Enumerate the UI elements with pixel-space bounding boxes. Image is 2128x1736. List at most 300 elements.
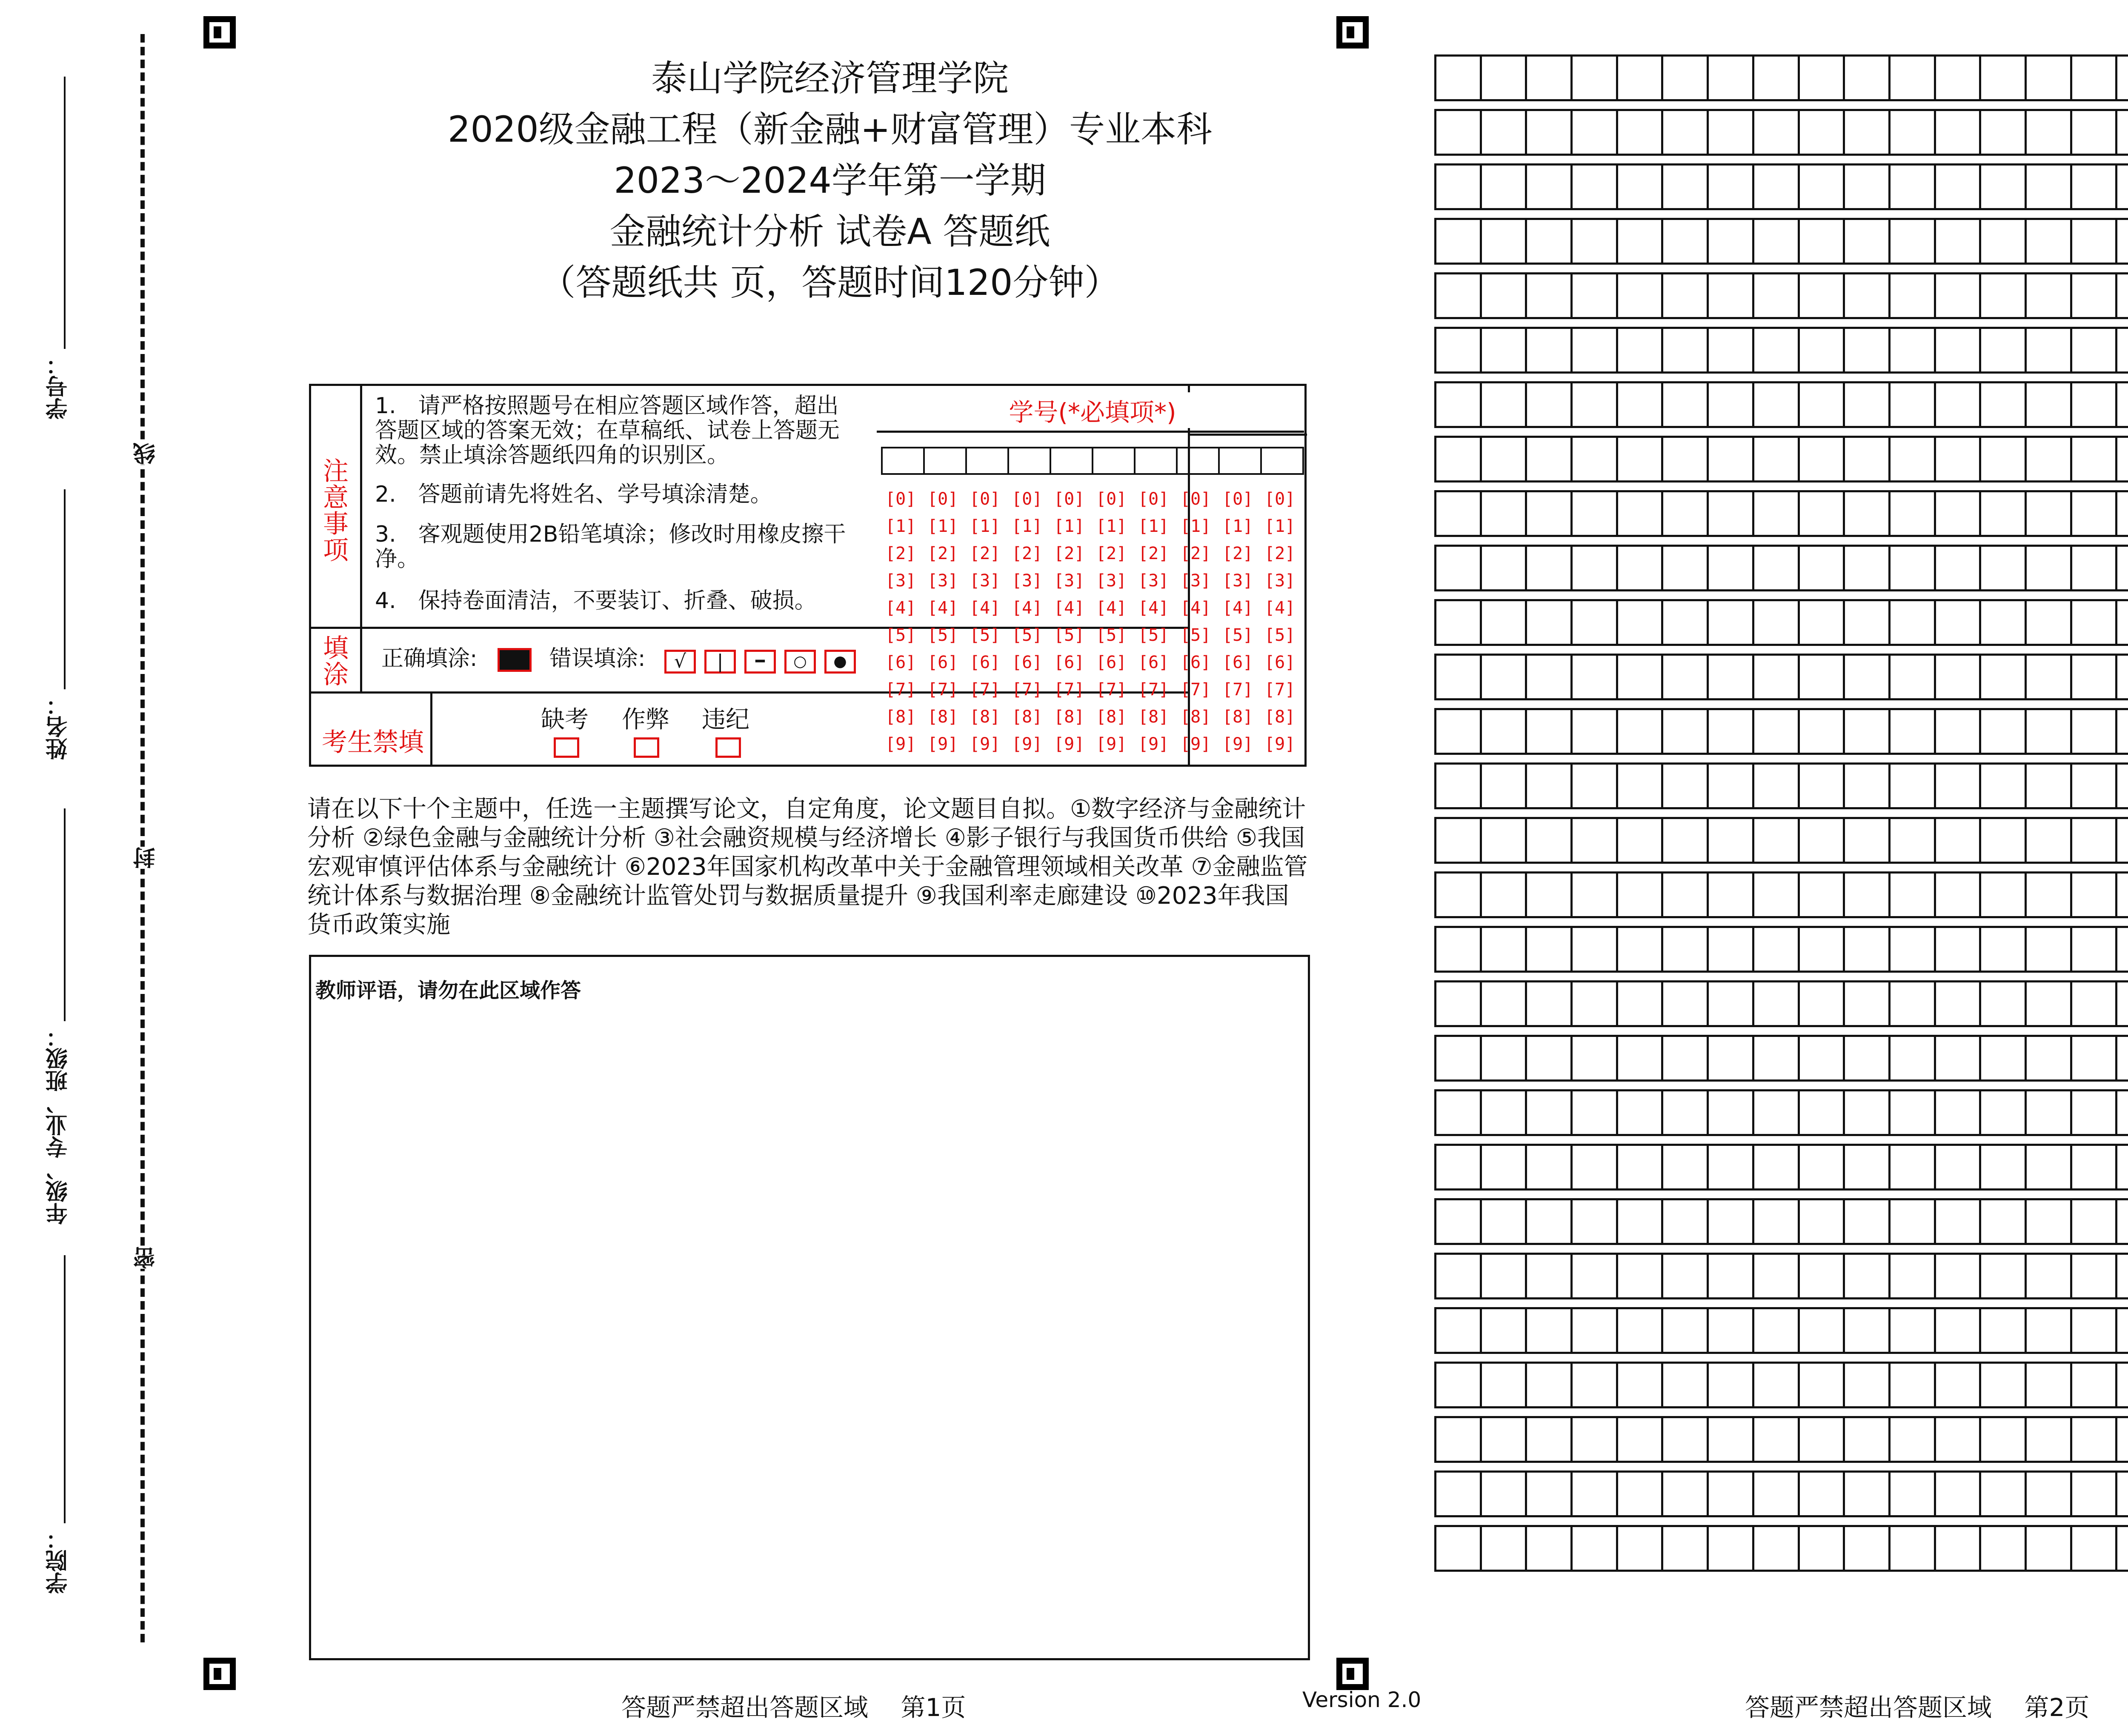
student-id-digit[interactable]: [7] xyxy=(1054,680,1085,700)
grid-cell[interactable] xyxy=(1616,1470,1664,1517)
grid-cell[interactable] xyxy=(1707,817,1754,864)
student-id-digit[interactable]: [2] xyxy=(1264,544,1296,563)
student-id-digit[interactable]: [0] xyxy=(1054,489,1085,509)
student-id-digit[interactable]: [7] xyxy=(1264,680,1296,700)
grid-cell[interactable] xyxy=(2115,599,2128,646)
grid-cell[interactable] xyxy=(1525,490,1573,537)
grid-cell[interactable] xyxy=(1707,1089,1754,1136)
grid-cell[interactable] xyxy=(1798,436,1845,483)
grid-cell[interactable] xyxy=(1798,1144,1845,1191)
student-id-digit[interactable]: [4] xyxy=(970,598,1001,618)
grid-cell[interactable] xyxy=(1525,218,1573,265)
student-id-digit[interactable]: [5] xyxy=(1012,625,1043,645)
grid-cell[interactable] xyxy=(1525,381,1573,428)
grid-cell[interactable] xyxy=(1707,272,1754,319)
grid-cell[interactable] xyxy=(1434,327,1482,374)
grid-cell[interactable] xyxy=(1979,327,2027,374)
grid-cell[interactable] xyxy=(1843,980,1891,1027)
grid-cell[interactable] xyxy=(1752,654,1800,700)
grid-cell[interactable] xyxy=(1616,817,1664,864)
grid-cell[interactable] xyxy=(1707,54,1754,101)
grid-cell[interactable] xyxy=(2025,1307,2072,1354)
grid-cell[interactable] xyxy=(1570,1089,1618,1136)
grid-cell[interactable] xyxy=(1843,1253,1891,1299)
student-id-digit[interactable]: [6] xyxy=(1138,653,1169,672)
grid-cell[interactable] xyxy=(1752,926,1800,973)
grid-cell[interactable] xyxy=(1752,218,1800,265)
grid-cell[interactable] xyxy=(1798,218,1845,265)
grid-cell[interactable] xyxy=(1434,762,1482,809)
grid-cell[interactable] xyxy=(1888,327,1936,374)
grid-cell[interactable] xyxy=(1979,1089,2027,1136)
grid-cell[interactable] xyxy=(2070,163,2118,210)
student-id-digit[interactable]: [3] xyxy=(885,571,916,591)
grid-cell[interactable] xyxy=(1434,926,1482,973)
student-id-digit[interactable]: [7] xyxy=(1012,680,1043,700)
grid-cell[interactable] xyxy=(1888,1525,1936,1572)
grid-cell[interactable] xyxy=(1979,272,2027,319)
grid-cell[interactable] xyxy=(1707,490,1754,537)
grid-cell[interactable] xyxy=(1843,926,1891,973)
grid-cell[interactable] xyxy=(1979,436,2027,483)
student-id-digit[interactable]: [0] xyxy=(885,489,916,509)
grid-cell[interactable] xyxy=(1570,762,1618,809)
grid-cell[interactable] xyxy=(1798,599,1845,646)
grid-cell[interactable] xyxy=(1525,1035,1573,1082)
grid-cell[interactable] xyxy=(1979,871,2027,918)
grid-cell[interactable] xyxy=(1888,436,1936,483)
grid-cell[interactable] xyxy=(1934,980,1982,1027)
grid-cell[interactable] xyxy=(1888,1198,1936,1245)
grid-cell[interactable] xyxy=(1752,1362,1800,1408)
grid-cell[interactable] xyxy=(1480,272,1527,319)
student-id-digit[interactable]: [8] xyxy=(1264,707,1296,727)
grid-cell[interactable] xyxy=(2070,926,2118,973)
student-id-digit[interactable]: [2] xyxy=(1180,544,1211,563)
grid-cell[interactable] xyxy=(2115,272,2128,319)
grid-cell[interactable] xyxy=(1480,599,1527,646)
grid-cell[interactable] xyxy=(1434,817,1482,864)
grid-cell[interactable] xyxy=(1616,163,1664,210)
grid-cell[interactable] xyxy=(1434,545,1482,591)
grid-cell[interactable] xyxy=(1525,1470,1573,1517)
grid-cell[interactable] xyxy=(1843,381,1891,428)
grid-cell[interactable] xyxy=(1843,654,1891,700)
grid-cell[interactable] xyxy=(1616,926,1664,973)
grid-cell[interactable] xyxy=(2025,218,2072,265)
grid-cell[interactable] xyxy=(1934,163,1982,210)
grid-cell[interactable] xyxy=(1570,1144,1618,1191)
grid-cell[interactable] xyxy=(1434,1198,1482,1245)
grid-cell[interactable] xyxy=(1979,1470,2027,1517)
grid-cell[interactable] xyxy=(2070,490,2118,537)
grid-cell[interactable] xyxy=(2070,109,2118,156)
grid-cell[interactable] xyxy=(1752,871,1800,918)
grid-cell[interactable] xyxy=(1434,1307,1482,1354)
grid-cell[interactable] xyxy=(1616,708,1664,755)
grid-cell[interactable] xyxy=(1616,381,1664,428)
grid-cell[interactable] xyxy=(1888,381,1936,428)
grid-cell[interactable] xyxy=(1843,545,1891,591)
grid-cell[interactable] xyxy=(1616,1035,1664,1082)
grid-cell[interactable] xyxy=(1480,545,1527,591)
grid-cell[interactable] xyxy=(1752,54,1800,101)
grid-cell[interactable] xyxy=(1888,218,1936,265)
grid-cell[interactable] xyxy=(1798,817,1845,864)
grid-cell[interactable] xyxy=(1888,490,1936,537)
student-id-digit[interactable]: [1] xyxy=(1264,517,1296,536)
grid-cell[interactable] xyxy=(1888,1416,1936,1463)
student-id-digit[interactable]: [5] xyxy=(1222,625,1253,645)
grid-cell[interactable] xyxy=(1798,926,1845,973)
grid-cell[interactable] xyxy=(2025,980,2072,1027)
student-id-digit[interactable]: [1] xyxy=(927,517,958,536)
grid-cell[interactable] xyxy=(1843,1198,1891,1245)
grid-cell[interactable] xyxy=(1979,218,2027,265)
grid-cell[interactable] xyxy=(1570,490,1618,537)
grid-cell[interactable] xyxy=(1570,436,1618,483)
student-id-box[interactable] xyxy=(1260,447,1304,475)
grid-cell[interactable] xyxy=(1752,327,1800,374)
grid-cell[interactable] xyxy=(1616,871,1664,918)
grid-cell[interactable] xyxy=(1843,599,1891,646)
grid-cell[interactable] xyxy=(2115,1198,2128,1245)
grid-cell[interactable] xyxy=(2070,1253,2118,1299)
grid-cell[interactable] xyxy=(1888,654,1936,700)
student-id-digit[interactable]: [4] xyxy=(1096,598,1127,618)
grid-cell[interactable] xyxy=(2025,163,2072,210)
grid-cell[interactable] xyxy=(1570,654,1618,700)
grid-cell[interactable] xyxy=(2115,1089,2128,1136)
grid-cell[interactable] xyxy=(1616,272,1664,319)
grid-cell[interactable] xyxy=(1570,1035,1618,1082)
grid-cell[interactable] xyxy=(1434,1144,1482,1191)
grid-cell[interactable] xyxy=(2025,1035,2072,1082)
grid-cell[interactable] xyxy=(1661,381,1709,428)
grid-cell[interactable] xyxy=(1934,218,1982,265)
student-id-digit[interactable]: [2] xyxy=(1096,544,1127,563)
grid-cell[interactable] xyxy=(1616,218,1664,265)
student-id-digit[interactable]: [4] xyxy=(1180,598,1211,618)
grid-cell[interactable] xyxy=(2025,1198,2072,1245)
grid-cell[interactable] xyxy=(1616,1253,1664,1299)
grid-cell[interactable] xyxy=(1752,436,1800,483)
student-id-digit[interactable]: [8] xyxy=(970,707,1001,727)
student-id-digit[interactable]: [6] xyxy=(927,653,958,672)
student-id-digit[interactable]: [4] xyxy=(885,598,916,618)
grid-cell[interactable] xyxy=(1843,1307,1891,1354)
grid-cell[interactable] xyxy=(2025,1416,2072,1463)
grid-cell[interactable] xyxy=(1798,762,1845,809)
grid-cell[interactable] xyxy=(1525,980,1573,1027)
student-id-digit[interactable]: [9] xyxy=(970,734,1001,754)
grid-cell[interactable] xyxy=(2025,708,2072,755)
grid-cell[interactable] xyxy=(2115,54,2128,101)
grid-cell[interactable] xyxy=(1525,436,1573,483)
grid-cell[interactable] xyxy=(1434,1470,1482,1517)
grid-cell[interactable] xyxy=(1661,1470,1709,1517)
grid-cell[interactable] xyxy=(1752,1035,1800,1082)
grid-cell[interactable] xyxy=(1480,436,1527,483)
grid-cell[interactable] xyxy=(1661,599,1709,646)
grid-cell[interactable] xyxy=(1707,1470,1754,1517)
grid-cell[interactable] xyxy=(1434,1362,1482,1408)
grid-cell[interactable] xyxy=(1480,762,1527,809)
grid-cell[interactable] xyxy=(1570,109,1618,156)
grid-cell[interactable] xyxy=(2070,654,2118,700)
grid-cell[interactable] xyxy=(2115,926,2128,973)
grid-cell[interactable] xyxy=(1979,980,2027,1027)
grid-cell[interactable] xyxy=(2025,762,2072,809)
grid-cell[interactable] xyxy=(1707,1144,1754,1191)
grid-cell[interactable] xyxy=(1661,54,1709,101)
grid-cell[interactable] xyxy=(1661,708,1709,755)
grid-cell[interactable] xyxy=(1752,109,1800,156)
student-id-box[interactable] xyxy=(881,447,925,475)
student-id-digit[interactable]: [3] xyxy=(1180,571,1211,591)
grid-cell[interactable] xyxy=(1843,1144,1891,1191)
grid-cell[interactable] xyxy=(1480,871,1527,918)
student-id-digit[interactable]: [8] xyxy=(1054,707,1085,727)
grid-cell[interactable] xyxy=(1843,109,1891,156)
grid-cell[interactable] xyxy=(1979,1307,2027,1354)
grid-cell[interactable] xyxy=(2070,54,2118,101)
student-id-digit[interactable]: [2] xyxy=(1012,544,1043,563)
grid-cell[interactable] xyxy=(1570,1362,1618,1408)
grid-cell[interactable] xyxy=(2115,327,2128,374)
student-id-digit[interactable]: [3] xyxy=(1222,571,1253,591)
grid-cell[interactable] xyxy=(1843,817,1891,864)
grid-cell[interactable] xyxy=(1888,109,1936,156)
student-id-digit[interactable]: [3] xyxy=(1054,571,1085,591)
grid-cell[interactable] xyxy=(1843,708,1891,755)
student-id-digit[interactable]: [1] xyxy=(1054,517,1085,536)
grid-cell[interactable] xyxy=(1707,1035,1754,1082)
grid-cell[interactable] xyxy=(1798,1416,1845,1463)
grid-cell[interactable] xyxy=(2070,436,2118,483)
grid-cell[interactable] xyxy=(1888,1144,1936,1191)
student-id-digit[interactable]: [9] xyxy=(1264,734,1296,754)
grid-cell[interactable] xyxy=(2025,436,2072,483)
student-id-digit[interactable]: [6] xyxy=(885,653,916,672)
grid-cell[interactable] xyxy=(1934,762,1982,809)
student-id-digit[interactable]: [6] xyxy=(1222,653,1253,672)
student-id-digit[interactable]: [2] xyxy=(885,544,916,563)
grid-cell[interactable] xyxy=(1661,1144,1709,1191)
grid-cell[interactable] xyxy=(1707,708,1754,755)
grid-cell[interactable] xyxy=(1707,436,1754,483)
grid-cell[interactable] xyxy=(1752,1198,1800,1245)
grid-cell[interactable] xyxy=(1661,1035,1709,1082)
student-id-digit[interactable]: [9] xyxy=(1096,734,1127,754)
grid-cell[interactable] xyxy=(1570,1198,1618,1245)
grid-cell[interactable] xyxy=(1798,1470,1845,1517)
grid-cell[interactable] xyxy=(1616,490,1664,537)
student-id-digit[interactable]: [3] xyxy=(1096,571,1127,591)
grid-cell[interactable] xyxy=(1707,1416,1754,1463)
student-id-digit[interactable]: [2] xyxy=(927,544,958,563)
grid-cell[interactable] xyxy=(1979,817,2027,864)
student-id-digit[interactable]: [8] xyxy=(927,707,958,727)
grid-cell[interactable] xyxy=(1525,1089,1573,1136)
grid-cell[interactable] xyxy=(1707,762,1754,809)
grid-cell[interactable] xyxy=(1798,1307,1845,1354)
grid-cell[interactable] xyxy=(1661,436,1709,483)
grid-cell[interactable] xyxy=(1752,980,1800,1027)
grid-cell[interactable] xyxy=(2115,490,2128,537)
grid-cell[interactable] xyxy=(1843,327,1891,374)
grid-cell[interactable] xyxy=(1434,163,1482,210)
grid-cell[interactable] xyxy=(1843,218,1891,265)
grid-cell[interactable] xyxy=(1616,109,1664,156)
grid-cell[interactable] xyxy=(1616,654,1664,700)
grid-cell[interactable] xyxy=(1661,1416,1709,1463)
grid-cell[interactable] xyxy=(1525,1525,1573,1572)
grid-cell[interactable] xyxy=(1934,490,1982,537)
grid-cell[interactable] xyxy=(1888,762,1936,809)
grid-cell[interactable] xyxy=(1798,1035,1845,1082)
grid-cell[interactable] xyxy=(2115,1144,2128,1191)
student-id-digit[interactable]: [3] xyxy=(1012,571,1043,591)
grid-cell[interactable] xyxy=(2070,1089,2118,1136)
grid-cell[interactable] xyxy=(1752,1089,1800,1136)
grid-cell[interactable] xyxy=(1661,1307,1709,1354)
student-id-digit[interactable]: [2] xyxy=(1138,544,1169,563)
grid-cell[interactable] xyxy=(1843,54,1891,101)
grid-cell[interactable] xyxy=(2025,109,2072,156)
grid-cell[interactable] xyxy=(1752,545,1800,591)
student-id-digit[interactable]: [9] xyxy=(1180,734,1211,754)
grid-cell[interactable] xyxy=(1525,1144,1573,1191)
grid-cell[interactable] xyxy=(1752,490,1800,537)
grid-cell[interactable] xyxy=(1434,381,1482,428)
grid-cell[interactable] xyxy=(1843,1362,1891,1408)
grid-cell[interactable] xyxy=(1434,1089,1482,1136)
grid-cell[interactable] xyxy=(1570,926,1618,973)
grid-cell[interactable] xyxy=(1979,599,2027,646)
grid-cell[interactable] xyxy=(1707,926,1754,973)
student-id-digit[interactable]: [9] xyxy=(1222,734,1253,754)
student-id-digit[interactable]: [4] xyxy=(1012,598,1043,618)
grid-cell[interactable] xyxy=(1752,1144,1800,1191)
grid-cell[interactable] xyxy=(2025,1253,2072,1299)
grid-cell[interactable] xyxy=(2025,599,2072,646)
grid-cell[interactable] xyxy=(1934,1089,1982,1136)
student-id-digit[interactable]: [1] xyxy=(1138,517,1169,536)
grid-cell[interactable] xyxy=(1979,708,2027,755)
student-id-digit[interactable]: [0] xyxy=(1138,489,1169,509)
grid-cell[interactable] xyxy=(1707,545,1754,591)
grid-cell[interactable] xyxy=(1979,1198,2027,1245)
grid-cell[interactable] xyxy=(1707,163,1754,210)
grid-cell[interactable] xyxy=(1480,1307,1527,1354)
grid-cell[interactable] xyxy=(2115,708,2128,755)
grid-cell[interactable] xyxy=(1979,1525,2027,1572)
grid-cell[interactable] xyxy=(1843,1035,1891,1082)
grid-cell[interactable] xyxy=(2070,327,2118,374)
student-id-digit[interactable]: [4] xyxy=(927,598,958,618)
student-id-digit[interactable]: [9] xyxy=(1138,734,1169,754)
grid-cell[interactable] xyxy=(1888,54,1936,101)
grid-cell[interactable] xyxy=(1434,218,1482,265)
grid-cell[interactable] xyxy=(1934,327,1982,374)
grid-cell[interactable] xyxy=(2025,545,2072,591)
grid-cell[interactable] xyxy=(1798,1198,1845,1245)
grid-cell[interactable] xyxy=(1570,599,1618,646)
grid-cell[interactable] xyxy=(1934,1253,1982,1299)
grid-cell[interactable] xyxy=(1661,109,1709,156)
grid-cell[interactable] xyxy=(1570,708,1618,755)
grid-cell[interactable] xyxy=(1661,163,1709,210)
grid-cell[interactable] xyxy=(1934,54,1982,101)
student-id-digit[interactable]: [0] xyxy=(1096,489,1127,509)
student-id-box[interactable] xyxy=(965,447,1009,475)
grid-cell[interactable] xyxy=(1979,1035,2027,1082)
grid-cell[interactable] xyxy=(1934,381,1982,428)
grid-cell[interactable] xyxy=(1707,1253,1754,1299)
grid-cell[interactable] xyxy=(1525,708,1573,755)
grid-cell[interactable] xyxy=(1979,1253,2027,1299)
grid-cell[interactable] xyxy=(1434,1253,1482,1299)
grid-cell[interactable] xyxy=(1979,381,2027,428)
grid-cell[interactable] xyxy=(1434,272,1482,319)
student-id-box[interactable] xyxy=(1007,447,1051,475)
student-id-digit[interactable]: [7] xyxy=(1222,680,1253,700)
student-id-digit[interactable]: [9] xyxy=(1012,734,1043,754)
violation-checkbox[interactable] xyxy=(715,737,741,758)
student-id-box[interactable] xyxy=(1134,447,1178,475)
grid-cell[interactable] xyxy=(1616,1362,1664,1408)
grid-cell[interactable] xyxy=(1798,381,1845,428)
student-id-digit[interactable]: [0] xyxy=(1012,489,1043,509)
grid-cell[interactable] xyxy=(2070,381,2118,428)
grid-cell[interactable] xyxy=(2115,871,2128,918)
grid-cell[interactable] xyxy=(1707,871,1754,918)
grid-cell[interactable] xyxy=(1934,654,1982,700)
grid-cell[interactable] xyxy=(1934,436,1982,483)
grid-cell[interactable] xyxy=(2070,1362,2118,1408)
grid-cell[interactable] xyxy=(1525,109,1573,156)
student-id-box[interactable] xyxy=(1176,447,1220,475)
grid-cell[interactable] xyxy=(2115,163,2128,210)
grid-cell[interactable] xyxy=(2115,1035,2128,1082)
grid-cell[interactable] xyxy=(1480,817,1527,864)
grid-cell[interactable] xyxy=(1661,1253,1709,1299)
grid-cell[interactable] xyxy=(2115,980,2128,1027)
student-id-digit[interactable]: [7] xyxy=(970,680,1001,700)
grid-cell[interactable] xyxy=(1434,980,1482,1027)
grid-cell[interactable] xyxy=(1434,599,1482,646)
grid-cell[interactable] xyxy=(1661,490,1709,537)
grid-cell[interactable] xyxy=(1798,708,1845,755)
grid-cell[interactable] xyxy=(1843,1089,1891,1136)
grid-cell[interactable] xyxy=(1661,1525,1709,1572)
grid-cell[interactable] xyxy=(1570,1470,1618,1517)
grid-cell[interactable] xyxy=(1979,109,2027,156)
grid-cell[interactable] xyxy=(1888,1470,1936,1517)
grid-cell[interactable] xyxy=(1934,926,1982,973)
grid-cell[interactable] xyxy=(1480,54,1527,101)
grid-cell[interactable] xyxy=(1888,1307,1936,1354)
grid-cell[interactable] xyxy=(1707,1198,1754,1245)
grid-cell[interactable] xyxy=(1480,381,1527,428)
grid-cell[interactable] xyxy=(1525,654,1573,700)
grid-cell[interactable] xyxy=(2115,1525,2128,1572)
grid-cell[interactable] xyxy=(1616,1525,1664,1572)
student-id-digit[interactable]: [5] xyxy=(1180,625,1211,645)
student-id-digit[interactable]: [0] xyxy=(1264,489,1296,509)
grid-cell[interactable] xyxy=(1570,327,1618,374)
